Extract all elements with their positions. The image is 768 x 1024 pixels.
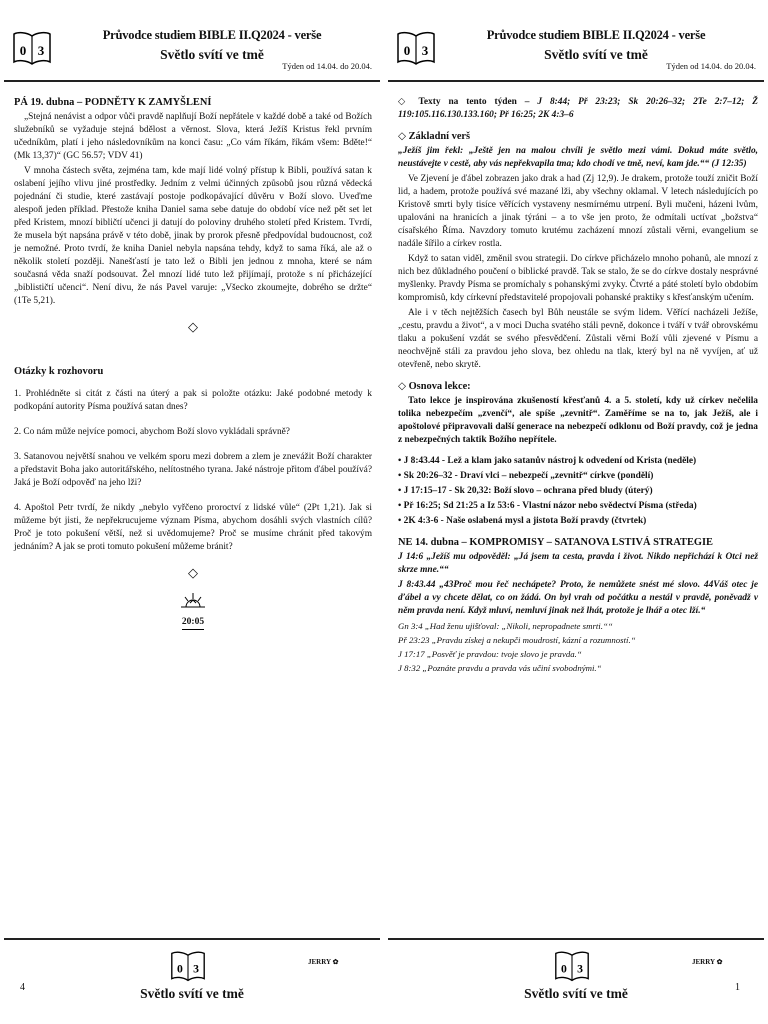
- svg-text:3: 3: [577, 962, 584, 976]
- guide-title: Průvodce studiem BIBLE II.Q2024 - verše: [102, 28, 322, 42]
- friday-heading: PÁ 19. dubna – PODNĚTY K ZAMYŠLENÍ: [14, 97, 212, 108]
- sunset-time: 20:05: [182, 616, 204, 630]
- lesson-title: Světlo svítí ve tmě: [160, 47, 264, 62]
- weekly-texts-refs: J 8:44; Př 23:23; Sk 20:26–32; 2Te 2:7–12; Ž 119:105.116.130.133.160; Př 16:25; 2K 4:3–6: [398, 97, 759, 120]
- list-item: • J 17:15–17 - Sk 20,32: Boží slovo – ochrana před bludy (úterý): [398, 486, 653, 496]
- list-item: Gn 3:4 „Had ženu ujišťoval: „Nikoli, nepropadnete smrti.““: [398, 621, 613, 631]
- header-divider: [388, 80, 764, 82]
- verse-john-8-43: J 8:43.44 „43Proč mou řeč nechápete? Proto, že nemůžete snést mé slovo. 44Váš otec je ďábel a vy chcete dělat, co on žádá. On byl vrah od počátku a nestál v pravdě, poněvadž v něm pravda není. Když mluví, nemluví jinak než lhát, protože je lhář a otec lží.“: [398, 580, 758, 616]
- open-book-logo-icon: [170, 948, 206, 984]
- body-paragraph: Když to satan viděl, změnil svou strategii. Do církve přicházelo mnoho pohanů, ale mnozí z nich bez důkladného poučení o biblické pravdě. Tak se stalo, že se do církve dostaly nesprávné myšlenky. Pravdy Písma se promíchaly s pohanskými zvyky. Čtvrté a páté století bylo obdobím kompromisů, kdy církevní představitelé propojovali pohanské praktiky s křesťanským učením.: [398, 254, 758, 303]
- supporting-verses: [398, 620, 758, 674]
- question-2: 2. Co nám může nejvíce pomoci, abychom Boží slovo vykládali správně?: [14, 427, 290, 437]
- list-item: • Sk 20:26–32 - Draví vlci – nebezpečí „zevnitř“ církve (pondělí): [398, 471, 654, 481]
- sunday-heading: NE 14. dubna – KOMPROMISY – SATANOVA LSTIVÁ STRATEGIE: [398, 537, 713, 548]
- question-1: 1. Prohlédněte si citát z části na úterý a pak si položte otázku: Jaké podobné metody k podkopání autority Písma používá satan dnes?: [14, 389, 372, 412]
- verse-john-14-6: J 14:6 „Ježíš mu odpověděl: „Já jsem ta cesta, pravda i život. Nikdo nepřichází k Otci než skrze mne.““: [398, 552, 758, 575]
- key-verse: „Ježíš jim řekl: „Ještě jen na malou chvíli je světlo mezi vámi. Dokud máte světlo, neustávejte v cestě, aby vás nepřekvapila tma; kdo chodí ve tmě, neví, kam jde.““ (J 12:35): [398, 146, 758, 169]
- right-content: [398, 96, 758, 676]
- quote-paragraph: „Stejná nenávist a odpor vůči pravdě naplňují Boží nepřátele v každé době a také od Božích služebníků se vyžaduje stejná bdělost a věrnost. Slova, která Ježíš Kristus řekl prvním učedníkům, platí i jeho následovníkům na konci času: „Co vám říkám, říkám všem: Bděte!“ (Mk 13,37)“ (GC 56.57; VDV 41): [14, 112, 372, 161]
- page-number: 1: [735, 982, 740, 993]
- svg-text:0: 0: [403, 43, 411, 58]
- list-item: • J 8:43.44 - Lež a klam jako satanův nástroj k odvedení od Krista (neděle): [398, 456, 697, 466]
- list-item: • Př 16:25; Sd 21:25 a Iz 53:6 - Vlastní názor nebo svědectví Písma (středa): [398, 501, 697, 511]
- discussion-questions: [14, 365, 372, 554]
- questions-heading: Otázky k rozhovoru: [14, 366, 104, 377]
- page-number: 4: [20, 982, 25, 993]
- open-book-logo-icon: [554, 948, 590, 984]
- list-item: Př 23:23 „Pravdu získej a nekupči moudrostí, kázní a rozumností.“: [398, 635, 636, 645]
- open-book-logo-icon: [396, 28, 436, 68]
- footer-divider: [4, 938, 380, 940]
- weekly-texts: [398, 96, 758, 122]
- footer-title: Světlo svítí ve tmě: [140, 986, 244, 1001]
- author-mark: JERRY ✿: [308, 958, 339, 966]
- svg-text:3: 3: [421, 43, 429, 58]
- sunset-block: [14, 591, 372, 630]
- svg-text:3: 3: [193, 962, 200, 976]
- footer-divider: [388, 938, 764, 940]
- daily-topics-list: [398, 455, 758, 528]
- page-header: [0, 0, 384, 82]
- page-footer: [384, 938, 768, 1024]
- svg-text:0: 0: [176, 962, 183, 976]
- footer-title: Světlo svítí ve tmě: [524, 986, 628, 1001]
- author-mark: JERRY ✿: [692, 958, 723, 966]
- body-paragraph: V mnoha částech světa, zejména tam, kde mají lidé volný přístup k Bibli, používá satan k oslabení jejího vlivu jiné prostředky. Jedním z velmi účinných způsobů jsou různá vědecká pojednání či studie, které zastávají postoje podkopávající důvěru v Boží slovo. Uveďme alespoň jeden příklad. Přestože kniha Daniel sama sebe datuje do období více než pět set let před Kristem, mnozí bibličtí učenci ji datují do poloviny druhého století před Kristem. Tvrdí, že musela být napsána právě v této době, jinak by prorok přesně předpovídal budoucnost, což je nemožné. Proto tvrdí, že kniha Daniel nebyla napsána tehdy, když to sama říká, ale až o několik století později. Nanešťastí je tato lež o Bibli jen jednou z mnoha, které se nám současná věda snaží podsouvat. Žel mnozí lidé tuto lež přijímají, protože s ní přicházející „biblističtí učenci“. Není divu, že nás Pavel varuje: „Všecko zkoumejte, dobrého se držte“ (1Te 5,21).: [14, 166, 372, 306]
- diamond-ornament-icon: ◇: [188, 565, 198, 580]
- week-range: Týden od 14.04. do 20.04.: [666, 61, 756, 71]
- key-verse-heading: ◇ Základní verš: [398, 131, 471, 142]
- body-paragraph: Ve Zjevení je ďábel zobrazen jako drak a had (Zj 12,9). Je drakem, protože touží zničit Boží lid, a hadem, protože používá své mazané lži, aby všechny oklamal. V letech následujících po Kristově smrti byly tisíce věřících vystaveny nesmírnému utrpení. Byli mučeni, házeni lvům, upalováni na hranicích a jinak týráni – a to vše jen proto, že odmítali uctívat „božstva“ císařského Říma. Navzdory tomuto krutému zacházení mnozí zůstali věrni, evangelium se nadále šířilo a církev rostla.: [398, 174, 758, 249]
- list-item: J 17:17 „Posvěť je pravdou: tvoje slovo je pravda.“: [398, 649, 582, 659]
- diamond-ornament-icon: ◇: [188, 319, 198, 334]
- weekly-texts-label: ◇ Texty na tento týden –: [398, 97, 530, 107]
- page-footer: [0, 938, 384, 1024]
- question-4: 4. Apoštol Petr tvrdí, že nikdy „nebylo vyřčeno proroctví z lidské vůle“ (2Pt 1,21). Jak si můžeme být jisti, že nepřekrucujeme význam Písma, abychom dosáhli svých vlastních cílů? Proč je toto pokušení větší, než si uvědomujeme? Proč se musíme chránit před takovým jednáním? A jak se proti tomuto pokušení můžeme bránit?: [14, 503, 372, 552]
- list-item: J 8:32 „Poznáte pravdu a pravda vás učiní svobodnými.“: [398, 663, 602, 673]
- header-divider: [4, 80, 380, 82]
- outline-heading: ◇ Osnova lekce:: [398, 381, 471, 392]
- left-content: [14, 96, 372, 630]
- sunset-icon: [179, 591, 207, 611]
- guide-title: Průvodce studiem BIBLE II.Q2024 - verše: [486, 28, 706, 42]
- svg-text:3: 3: [37, 43, 45, 58]
- svg-text:0: 0: [560, 962, 567, 976]
- lesson-title: Světlo svítí ve tmě: [544, 47, 648, 62]
- body-paragraph: Ale i v těch nejtěžších časech byl Bůh neustále se svým lidem. Věřící nacházeli Ježíše, „cestu, pravdu a život“, a v moci Ducha svatého stáli pevně, dokonce i tváří v tvář obrovskému tlaku a pokušení vzdát se svého přesvědčení. Zůstali věrni Boží vůli zjevené v Písmu a neochvějně stáli za pravdou jeho slova, bez ohledu na tlak, který byl na ně vyvíjen, ať už otevřeně, nebo skrytě.: [398, 308, 758, 370]
- week-range: Týden od 14.04. do 20.04.: [282, 61, 372, 71]
- list-item: • 2K 4:3-6 - Naše oslabená mysl a jistota Boží pravdy (čtvrtek): [398, 516, 647, 526]
- right-page: [384, 0, 768, 1024]
- outline-paragraph: Tato lekce je inspirována zkušeností křesťanů 4. a 5. století, kdy už církev nečelila tolika nebezpečím „zvenčí“, ale spíše „zevnitř“. Zaměříme se na to, jak Ježíš, ale i apoštolové připravovali další generace na nebezpečí odklonu od Boží pravdy, což je jedna z nebezpečných taktik Božího nepřítele.: [398, 396, 758, 445]
- question-3: 3. Satanovou největší snahou ve velkém sporu mezi dobrem a zlem je znevážit Boží charakter a představit Boha jako autoritářského, nelítostného tyrana. Jaké nástroje přitom ďábel používá? Jaká je Boží odpověď na jeho lži?: [14, 452, 372, 488]
- page-header: [384, 0, 768, 82]
- open-book-logo-icon: [12, 28, 52, 68]
- svg-text:0: 0: [19, 43, 27, 58]
